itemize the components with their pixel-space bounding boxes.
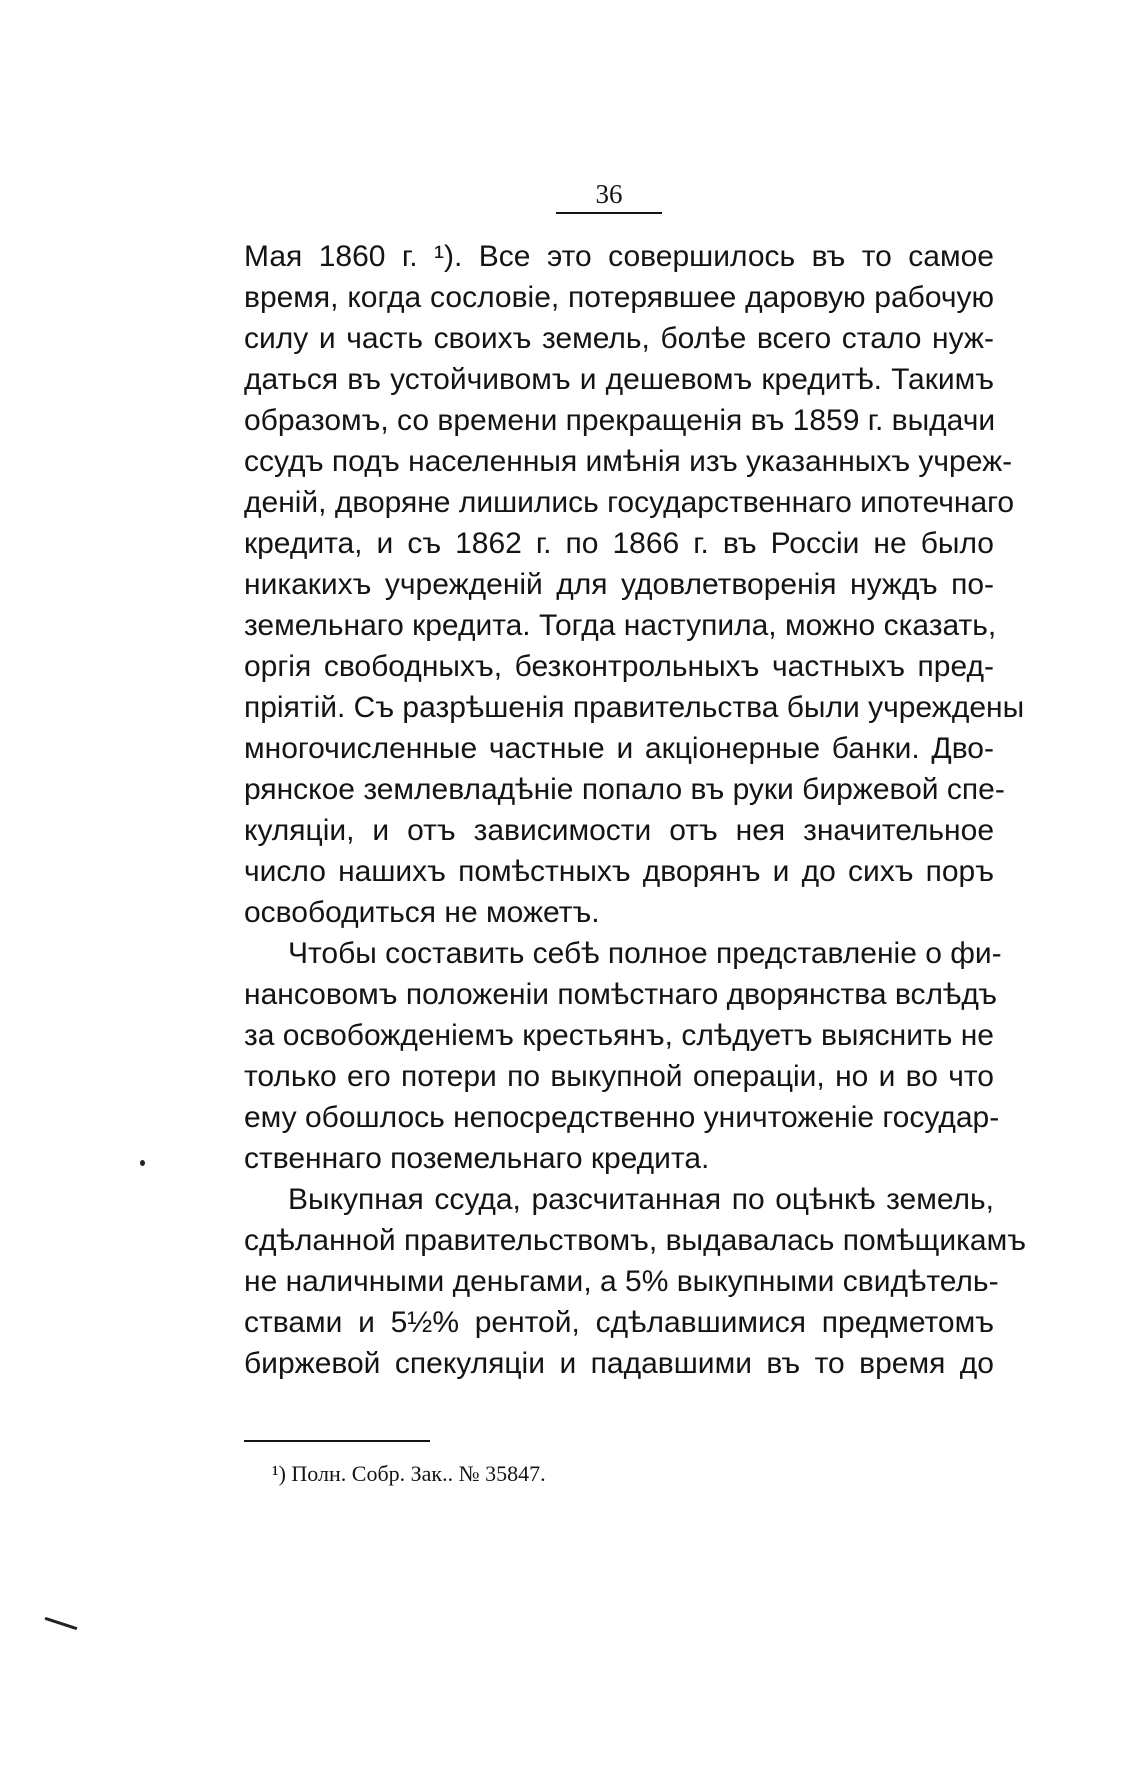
footnote: ¹) Полн. Собр. Зак.. № 35847. xyxy=(272,1461,546,1486)
text-line: земельнаго кредита. Тогда наступила, можно сказать, xyxy=(244,609,997,642)
text-line: ему обошлось непосредственно уничтоженіе государ- xyxy=(244,1101,1000,1134)
text-line: кредита, и съ 1862 г. по 1866 г. въ Россіи не было xyxy=(244,527,994,560)
text-line: многочисленные частные и акціонерные банки. Дво- xyxy=(244,732,994,765)
text-line: ственнаго поземельнаго кредита. xyxy=(244,1142,710,1175)
text-line: за освобожденіемъ крестьянъ, слѣдуетъ выяснить не xyxy=(244,1019,994,1052)
text-line: никакихъ учрежденій для удовлетворенія нуждъ по- xyxy=(244,568,994,601)
text-line: пріятій. Съ разрѣшенія правительства были учреждены xyxy=(244,691,1025,724)
text-line: не наличными деньгами, а 5% выкупными свидѣтель- xyxy=(244,1265,999,1298)
page-number: 36 xyxy=(556,178,662,214)
footnote-rule xyxy=(244,1440,430,1442)
text-line: образомъ, со времени прекращенія въ 1859 г. выдачи xyxy=(244,404,996,437)
text-line: Выкупная ссуда, разсчитанная по оцѣнкѣ земель, xyxy=(288,1183,994,1216)
text-line: силу и часть своихъ земель, болѣе всего стало нуж- xyxy=(244,322,994,355)
text-line: освободиться не можетъ. xyxy=(244,896,600,929)
body-text xyxy=(244,236,1026,1384)
text-line: сдѣланной правительствомъ, выдавалась помѣщикамъ xyxy=(244,1224,1026,1257)
text-line: оргія свободныхъ, безконтрольныхъ частныхъ пред- xyxy=(244,650,994,683)
text-line: ссудъ подъ населенныя имѣнія изъ указанныхъ учреж- xyxy=(244,445,1013,478)
text-line: рянское землевладѣніе попало въ руки биржевой спе- xyxy=(244,773,1005,806)
text-line: Чтобы составить себѣ полное представленіе о фи- xyxy=(288,937,1002,970)
text-line: нансовомъ положеніи помѣстнаго дворянства вслѣдъ xyxy=(244,978,998,1011)
text-line: биржевой спекуляціи и падавшими въ то время до xyxy=(244,1347,994,1380)
text-line: время, когда сословіе, потерявшее даровую рабочую xyxy=(244,281,994,314)
text-line: ствами и 5½% рентой, сдѣлавшимися предметомъ xyxy=(244,1306,994,1339)
ink-speck xyxy=(140,1160,145,1166)
text-line: Мая 1860 г. ¹). Все это совершилось въ то самое xyxy=(244,240,994,273)
text-line: деній, дворяне лишились государственнаго ипотечнаго xyxy=(244,486,1015,519)
text-line: только его потери по выкупной операціи, но и во что xyxy=(244,1060,994,1093)
ink-mark xyxy=(44,1617,77,1630)
text-line: куляціи, и отъ зависимости отъ нея значительное xyxy=(244,814,994,847)
text-line: даться въ устойчивомъ и дешевомъ кредитѣ. Такимъ xyxy=(244,363,994,396)
text-line: число нашихъ помѣстныхъ дворянъ и до сихъ поръ xyxy=(244,855,994,888)
